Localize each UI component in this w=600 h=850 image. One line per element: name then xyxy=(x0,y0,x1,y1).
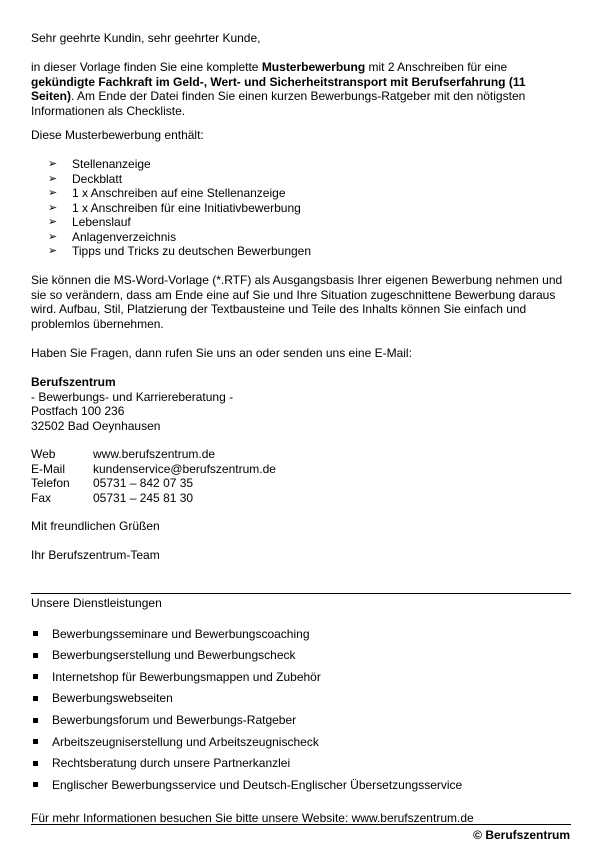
contact-row-fax xyxy=(31,491,276,506)
intro-paragraph xyxy=(31,60,561,118)
footer-divider-top xyxy=(31,593,571,594)
service-item xyxy=(31,709,462,731)
contact-label: Telefon xyxy=(31,476,70,490)
company-address xyxy=(31,375,233,433)
checklist-item xyxy=(48,201,311,216)
fax-number: 05731 – 245 81 30 xyxy=(93,490,194,505)
rtf-paragraph: Sie können die MS-Word-Vorlage (*.RTF) als Ausgangsbasis Ihrer eigenen Bewerbung nehmen und sie so verändern, dass am Ende eine auf Sie und Ihre Situation zugeschnittene Bewerbung daraus wird. Aufbau, Stil, Platzierung der Textbausteine und Teile des Inhalts können Sie einfach und problemlos übernehmen. xyxy=(31,273,563,331)
checklist-item xyxy=(48,244,311,259)
checklist-item xyxy=(48,230,311,245)
contact-label: E-Mail xyxy=(31,461,66,476)
contact-label: Web xyxy=(31,447,56,461)
arrow-bullet-icon: ➢ xyxy=(48,229,58,243)
questions-line: Haben Sie Fragen, dann rufen Sie uns an oder senden uns eine E-Mail: xyxy=(31,346,412,360)
arrow-bullet-icon: ➢ xyxy=(48,244,58,257)
service-item-label: Bewerbungsforum und Bewerbungs-Ratgeber xyxy=(52,712,297,727)
service-item xyxy=(31,645,462,667)
company-name: Berufszentrum xyxy=(31,375,116,389)
intro-bold-1: Musterbewerbung xyxy=(261,60,366,74)
checklist-item xyxy=(48,157,311,172)
checklist-item xyxy=(48,186,311,201)
service-item-label: Englischer Bewerbungsservice und Deutsch-Englischer Übersetzungsservice xyxy=(52,777,463,792)
intro-text-1: in dieser Vorlage finden Sie eine komplette xyxy=(31,60,262,74)
service-item xyxy=(31,774,462,796)
more-info-line: Für mehr Informationen besuchen Sie bitte unsere Website: www.berufszentrum.de xyxy=(31,811,474,825)
square-bullet-icon xyxy=(33,761,38,766)
checklist-item-label: Stellenanzeige xyxy=(72,157,151,171)
signature-team: Ihr Berufszentrum-Team xyxy=(31,548,160,562)
square-bullet-icon xyxy=(33,631,38,636)
contains-heading: Diese Musterbewerbung enthält: xyxy=(31,128,204,142)
contact-row-email xyxy=(31,462,276,477)
service-item xyxy=(31,753,462,775)
contact-row-web xyxy=(31,447,276,462)
services-list xyxy=(31,623,462,796)
postbox: Postfach 100 236 xyxy=(31,404,125,418)
contact-details xyxy=(31,447,276,505)
services-heading: Unsere Dienstleistungen xyxy=(31,596,162,610)
service-item-label: Bewerbungserstellung und Bewerbungscheck xyxy=(52,648,296,663)
service-item xyxy=(31,731,462,753)
company-tagline: - Bewerbungs- und Karriereberatung - xyxy=(31,389,234,404)
checklist-item xyxy=(48,172,311,187)
checklist-item-label: Deckblatt xyxy=(72,171,123,186)
square-bullet-icon xyxy=(33,739,38,744)
closing-regards: Mit freundlichen Grüßen xyxy=(31,519,160,533)
service-item-label: Bewerbungswebseiten xyxy=(52,691,173,706)
arrow-bullet-icon: ➢ xyxy=(48,186,58,199)
greeting: Sehr geehrte Kundin, sehr geehrter Kunde, xyxy=(31,31,261,45)
checklist-item-label: Tipps und Tricks zu deutschen Bewerbungen xyxy=(72,244,312,258)
contact-row-phone xyxy=(31,476,276,491)
contact-label: Fax xyxy=(31,490,52,505)
service-item-label: Arbeitszeugniserstellung und Arbeitszeugnischeck xyxy=(52,734,319,749)
square-bullet-icon xyxy=(33,696,38,701)
square-bullet-icon xyxy=(33,718,38,723)
intro-text-3: . Am Ende der Datei finden Sie einen kurzen Bewerbungs-Ratgeber mit den nötigsten Informationen als Checkliste. xyxy=(31,89,526,118)
arrow-bullet-icon: ➢ xyxy=(48,171,58,185)
intro-bold-2: gekündigte Fachkraft im Geld-, Wert- und Sicherheitstransport mit Berufserfahrung (11 Seiten) xyxy=(31,74,526,103)
phone-number: 05731 – 842 07 35 xyxy=(93,476,194,490)
checklist-item-label: Lebenslauf xyxy=(72,215,131,229)
square-bullet-icon xyxy=(33,782,38,787)
service-item-label: Bewerbungsseminare und Bewerbungscoaching xyxy=(52,626,310,641)
service-item-label: Rechtsberatung durch unsere Partnerkanzlei xyxy=(52,756,291,771)
square-bullet-icon xyxy=(33,674,38,679)
arrow-bullet-icon: ➢ xyxy=(48,157,58,170)
service-item xyxy=(31,623,462,645)
service-item xyxy=(31,666,462,688)
intro-text-2: mit 2 Anschreiben für eine xyxy=(365,60,508,74)
checklist-item-label: 1 x Anschreiben für eine Initiativbewerbung xyxy=(72,200,301,215)
checklist xyxy=(48,157,311,259)
web-link[interactable]: www.berufszentrum.de xyxy=(93,447,216,461)
city: 32502 Bad Oeynhausen xyxy=(31,418,161,433)
arrow-bullet-icon: ➢ xyxy=(48,215,58,228)
footer-divider-bottom xyxy=(31,824,571,825)
email-link[interactable]: kundenservice@berufszentrum.de xyxy=(93,461,276,476)
square-bullet-icon xyxy=(33,653,38,658)
checklist-item xyxy=(48,215,311,230)
checklist-item-label: 1 x Anschreiben auf eine Stellenanzeige xyxy=(72,186,286,200)
service-item xyxy=(31,688,462,710)
checklist-item-label: Anlagenverzeichnis xyxy=(72,229,177,244)
copyright: © Berufszentrum xyxy=(473,828,570,842)
arrow-bullet-icon: ➢ xyxy=(48,200,58,214)
service-item-label: Internetshop für Bewerbungsmappen und Zubehör xyxy=(52,669,321,684)
